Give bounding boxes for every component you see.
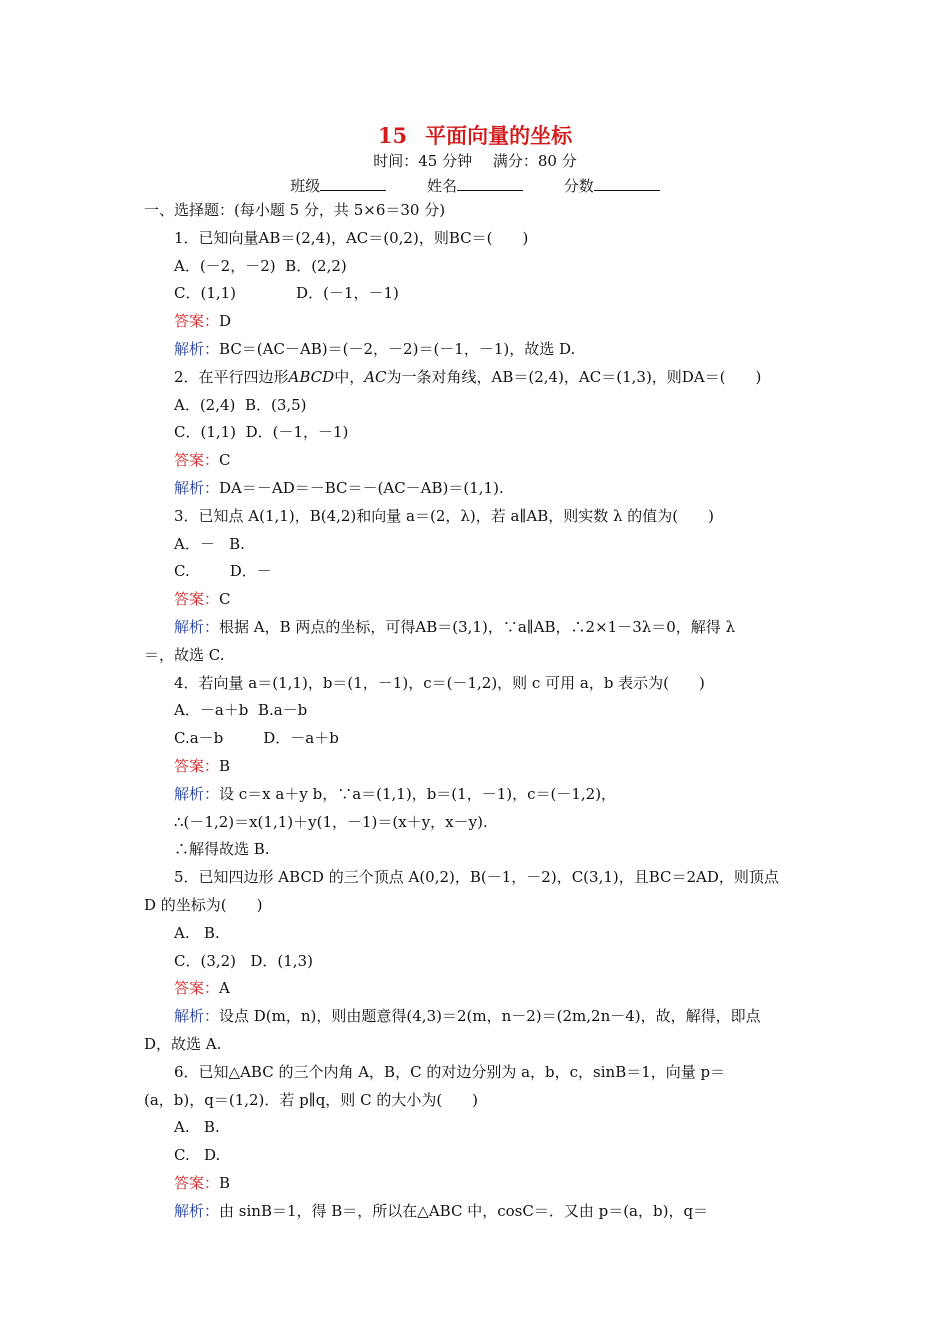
title-number: 15 [377, 123, 408, 148]
q5-analysis-1: 解析：设点 D(m，n)，则由题意得(4,3)＝2(m，n－2)＝(2m,2n－4)，故，解得，即点 [174, 1007, 761, 1026]
q6-options-cd: C. D. [174, 1146, 221, 1165]
q6-stem-2: (a，b)，q＝(1,2)．若 p∥q，则 C 的大小为( ) [144, 1090, 479, 1109]
q2-options-cd: C．(1,1) D．(－1，－1) [174, 423, 349, 442]
name-blank[interactable] [457, 176, 523, 191]
q1-options-cd: C．(1,1) D．(－1，－1) [174, 284, 399, 303]
q5-analysis-2: D，故选 A. [144, 1034, 222, 1053]
q5-options-ab: A. B. [174, 923, 220, 942]
q6-answer: 答案：B [174, 1173, 231, 1192]
q1-stem: 1．已知向量AB＝(2,4)，AC＝(0,2)，则BC＝( ) [174, 228, 529, 247]
q2-answer: 答案：C [174, 451, 231, 470]
name-field: 姓名 [427, 175, 523, 196]
score-field: 分数 [564, 175, 660, 196]
q5-options-cd: C．(3,2) D．(1,3) [174, 951, 313, 970]
q4-analysis-3: ∴解得故选 B. [174, 840, 270, 859]
question-list [144, 197, 808, 1225]
q5-answer: 答案：A [174, 979, 230, 998]
class-field: 班级 [290, 175, 386, 196]
q3-analysis-2: ＝，故选 C. [144, 645, 225, 664]
q2-stem: 2．在平行四边形ABCD中，AC为一条对角线，AB＝(2,4)，AC＝(1,3)，则DA＝( ) [174, 367, 762, 386]
q3-stem: 3．已知点 A(1,1)，B(4,2)和向量 a＝(2，λ)，若 a∥AB，则实数 λ 的值为( ) [174, 506, 714, 525]
q4-stem: 4．若向量 a＝(1,1)，b＝(1，－1)，c＝(－1,2)，则 c 可用 a，b 表示为( ) [174, 673, 705, 692]
page-title [0, 120, 950, 150]
q4-analysis-2: ∴(－1,2)＝x(1,1)＋y(1，－1)＝(x＋y，x－y). [174, 812, 488, 831]
q5-stem-1: 5．已知四边形 ABCD 的三个顶点 A(0,2)，B(－1，－2)，C(3,1)，且BC＝2AD，则顶点 [174, 868, 779, 887]
q3-analysis-1: 解析：根据 A，B 两点的坐标，可得AB＝(3,1)，∵a∥AB，∴2×1－3λ＝0，解得 λ [174, 617, 736, 636]
q4-options-cd: C.a－b D．－a＋b [174, 729, 339, 748]
q4-analysis-1: 解析：设 c＝x a＋y b，∵a＝(1,1)，b＝(1，－1)，c＝(－1,2)， [174, 784, 617, 803]
exam-meta [0, 150, 950, 171]
q4-options-ab: A．－a＋b B.a－b [174, 701, 308, 720]
q6-options-ab: A. B. [174, 1118, 220, 1137]
q4-answer: 答案：B [174, 756, 231, 775]
q3-options-ab: A．－ B. [174, 534, 245, 553]
full-score: 满分：80 分 [492, 152, 577, 170]
q6-analysis-1: 解析：由 sinB＝1，得 B＝，所以在△ABC 中，cosC＝．又由 p＝(a，b)，q＝ [174, 1201, 709, 1220]
section-heading: 一、选择题：(每小题 5 分，共 5×6＝30 分) [144, 201, 446, 219]
student-info-line [0, 175, 950, 196]
time-limit: 时间：45 分钟 [373, 152, 473, 170]
q2-options-ab: A．(2,4) B．(3,5) [174, 395, 307, 414]
q5-stem-2: D 的坐标为( ) [144, 895, 263, 914]
q1-analysis: 解析：BC＝(AC－AB)＝(－2，－2)＝(－1，－1)，故选 D. [174, 339, 576, 358]
q1-answer: 答案：D [174, 312, 232, 331]
q3-answer: 答案：C [174, 590, 231, 609]
q3-options-cd: C. D．－ [174, 562, 272, 581]
q6-stem-1: 6．已知△ABC 的三个内角 A，B，C 的对边分别为 a，b，c，sinB＝1，向量 p＝ [174, 1062, 726, 1081]
score-blank[interactable] [594, 176, 660, 191]
q1-options-ab: A．(－2，－2) B．(2,2) [174, 256, 347, 275]
q2-analysis: 解析：DA＝－AD＝－BC＝－(AC－AB)＝(1,1). [174, 478, 504, 497]
title-text: 平面向量的坐标 [425, 123, 573, 148]
class-blank[interactable] [320, 176, 386, 191]
